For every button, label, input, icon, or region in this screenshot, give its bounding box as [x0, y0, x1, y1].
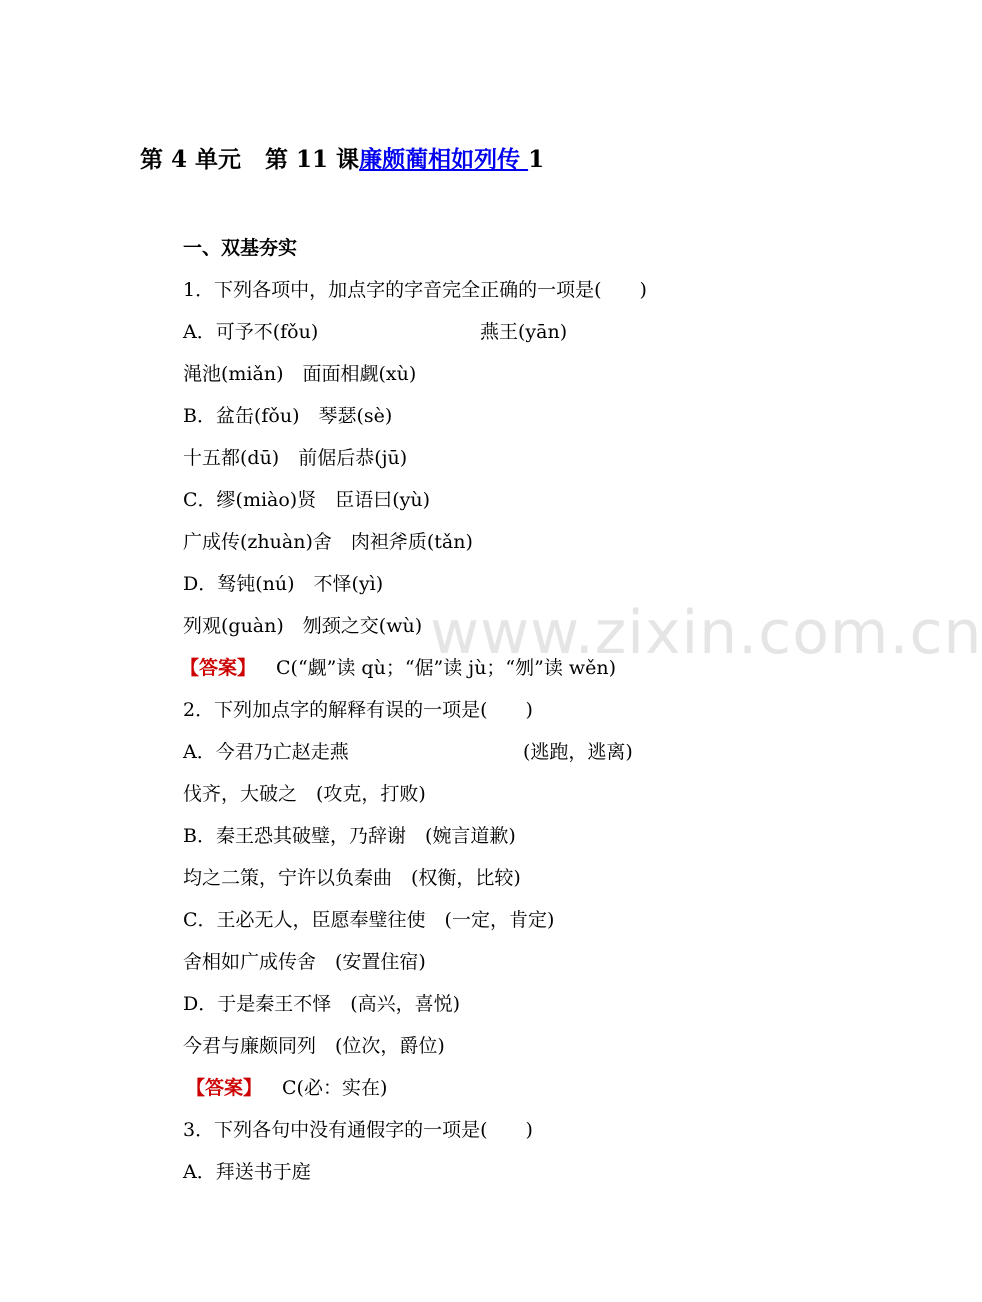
q2-option-d-line2: 今君与廉颇同列 (位次，爵位) [183, 1035, 445, 1057]
q2-option-b: B．秦王恐其破璧，乃辞谢 (婉言道歉) [183, 825, 516, 847]
q2-option-a [183, 737, 633, 767]
q1-option-c-line2: 广成传(zhuàn)舍 肉袒斧质(tǎn) [183, 531, 473, 553]
q2-option-a-part1: A．今君乃亡赵走燕 [183, 741, 349, 763]
q1-option-a-line2: 渑池(miǎn) 面面相觑(xù) [183, 363, 417, 385]
answer-label: 【答案】 [186, 1077, 263, 1099]
question-2: 2．下列加点字的解释有误的一项是( ) [183, 699, 533, 721]
q1-option-b-line2: 十五都(dū) 前倨后恭(jū) [183, 447, 408, 469]
title-lesson: 第 11 课 [265, 146, 360, 173]
q1-option-a-part1: A．可予不(fǒu) [183, 321, 319, 343]
answer-text: C(必：实在) [282, 1077, 388, 1099]
q1-option-d-line2: 列观(guàn) 刎颈之交(wù) [183, 615, 423, 637]
q1-option-b: B．盆缶(fǒu) 琴瑟(sè) [183, 405, 393, 427]
page-title [140, 142, 544, 178]
q2-option-c-line2: 舍相如广成传舍 (安置住宿) [183, 951, 426, 973]
q2-answer [186, 1073, 387, 1103]
q1-option-c: C．缪(miào)贤 臣语曰(yù) [183, 489, 431, 511]
q3-option-a: A．拜送书于庭 [183, 1161, 311, 1183]
title-suffix: 1 [528, 146, 545, 173]
q1-option-a-part2: 燕王(yān) [480, 321, 568, 343]
question-3: 3．下列各句中没有通假字的一项是( ) [183, 1119, 533, 1141]
title-link[interactable]: 廉颇蔺相如列传 [359, 146, 529, 173]
q1-option-d: D．驽钝(nú) 不怿(yì) [183, 573, 384, 595]
answer-text: C(“觑”读 qù；“倨”读 jù；“刎”读 wěn) [276, 657, 617, 679]
q2-option-d: D．于是秦王不怿 (高兴，喜悦) [183, 993, 461, 1015]
q1-option-a [183, 317, 568, 347]
q2-option-a-part2: (逃跑，逃离) [523, 741, 633, 763]
section-heading: 一、双基夯实 [183, 237, 298, 259]
q2-option-b-line2: 均之二策，宁许以负秦曲 (权衡，比较) [183, 867, 521, 889]
watermark: www.zixin.com.cn [430, 598, 982, 668]
q2-option-a-line2: 伐齐，大破之 (攻克，打败) [183, 783, 426, 805]
q2-option-c: C．王必无人，臣愿奉璧往使 (一定，肯定) [183, 909, 555, 931]
question-1: 1．下列各项中，加点字的字音完全正确的一项是( ) [183, 279, 647, 301]
answer-label: 【答案】 [180, 657, 257, 679]
title-unit: 第 4 单元 [140, 146, 242, 173]
